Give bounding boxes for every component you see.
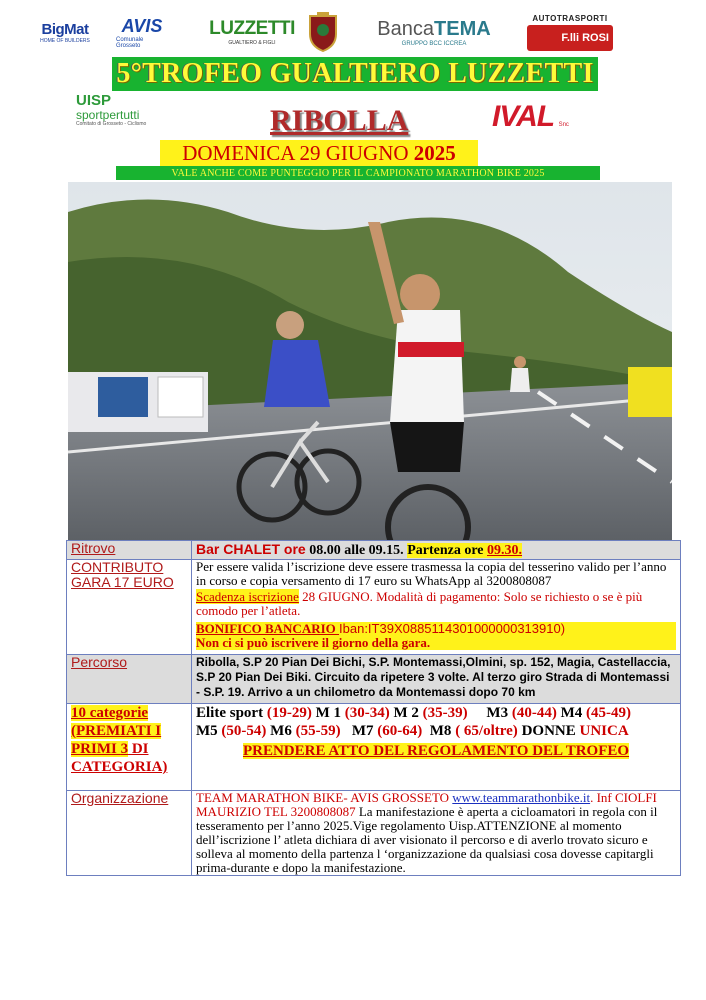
ritrovo-value [192,541,681,560]
table-row-percorso [67,655,681,704]
ival-logo-name: IVAL [492,100,555,133]
org-name: TEAM MARATHON BIKE- AVIS GROSSETO [196,790,450,805]
bancatema-logo-name-a: Banca [377,17,435,40]
title-banner [112,57,598,91]
page-title: 5°TROFEO GUALTIERO LUZZETTI [116,58,594,89]
iscrizione-note: Non ci si può iscrivere il giorno della gara. [196,636,676,650]
category-name: M 2 [389,705,423,721]
scadenza-text: 28 GIUGNO. Modalità di pagamento: Solo se richiesto o se è più comodo per l’atleta. [196,589,643,618]
uisp-logo-name: UISP [76,92,112,109]
category-range: (55-59) [295,723,341,739]
category-range: (40-44) [511,705,557,721]
category-range: (50-54) [221,723,267,739]
contributo-value [192,560,681,655]
iban-close: ) [560,621,566,636]
table-row-ritrovo [67,541,681,560]
category-name: M3 [467,705,512,721]
org-text: La manifestazione è aperta a cicloamatori in regola con il tesseramento per l’anno 2025.Vige regolamento Uisp.ATTENZIONE al momento dell’iscrizione l’ atleta dichiara di aver visionato il percorso e di averlo trovato sicuro e solleva al momento della partenza l ‘organizzazione da qualsiasi cosa dovesse capitargli prima-durante e dopo la manifestazione. [196,804,658,875]
category-range: (19-29) [266,705,312,721]
ritrovo-label [67,541,192,560]
category-name: M7 [340,723,378,739]
location-heading [270,104,420,138]
bigmat-logo [34,10,96,54]
info-table [66,540,681,876]
categorie-label-b: DI CATEGORIA) [71,741,168,775]
scadenza-line [196,590,676,618]
rosi-logo-top: AUTOTRASPORTI [532,13,608,23]
bonifico-line [196,622,676,636]
ival-logo-suffix: Snc [558,122,569,128]
category-range: (30-34) [344,705,390,721]
avis-logo-tagline: Comunale Grosseto [116,36,144,49]
regolamento-line [196,742,676,760]
ival-logo [492,100,582,134]
partenza-time: 09.30. [487,543,523,558]
organizzazione-label-text: Organizzazione [71,790,169,806]
categorie-value [192,704,681,791]
contributo-line1: Per essere valida l’iscrizione deve essere trasmessa la copia del tesserino valido per l’anno in corso e copia versamento di 17 euro su WhatsApp al 3200808087 [196,559,667,588]
uisp-logo-committee: Comitato di Grosseto - Ciclismo [76,121,147,127]
categorie-label-num: 3 [120,741,129,757]
category-name: Elite sport [196,705,267,721]
category-range: ( 65/oltre) [455,723,518,739]
scadenza-label: Scadenza iscrizione [196,589,299,604]
cyclists-photo [68,182,672,540]
rosi-logo [524,10,616,54]
percorso-text: Ribolla, S.P 20 Pian Dei Bichi, S.P. Montemassi,Olmini, sp. 152, Magia, Castellaccia, S.P 20 Pian Dei Biki. Circuito da ripetere 3 volte. Al terzo giro Strada di Montemassi - S.P. 19. Arrivo a un chilometro da Montemassi dopo 70 km [196,655,671,699]
category-name: M8 [422,723,456,739]
ritrovo-place: Bar CHALET ore [196,541,306,557]
regolamento-text: PRENDERE ATTO DEL REGOLAMENTO DEL TROFEO [242,743,630,759]
iban-value: Iban:IT39X0885114301000000313910 [339,621,561,636]
bigmat-logo-tagline: HOME OF BUILDERS [40,37,90,44]
table-row-organizzazione [67,791,681,876]
category-name: M4 [556,705,587,721]
uisp-logo-sub: sportpertutti [76,108,140,122]
category-name: M5 [196,723,222,739]
table-row-contributo [67,560,681,655]
contributo-label-text: CONTRIBUTO GARA 17 EURO [71,559,174,590]
percorso-label-text: Percorso [71,654,128,670]
event-date-text: DOMENICA 29 GIUGNO [182,140,414,165]
bancatema-logo-tagline: GRUPPO BCC ICCREA [401,40,467,47]
luzzetti-logo-name: LUZZETTI [209,18,295,39]
category-name: M6 [266,723,296,739]
categorie-label-a: 10 categorie (PREMIATI I PRIMI [71,705,162,757]
bonifico-label: BONIFICO BANCARIO [196,621,340,636]
event-date-year: 2025 [413,140,456,165]
truck-icon [527,25,613,51]
percorso-value [192,655,681,704]
bigmat-logo-name: BigMat [41,20,89,38]
table-row-categorie [67,704,681,791]
org-site-link[interactable]: www.teammarathonbike.it [452,790,591,805]
subtitle-banner [116,166,600,180]
organizzazione-label [67,791,192,876]
ritrovo-label-text: Ritrovo [71,540,116,556]
organizzazione-value [192,791,681,876]
categorie-label [67,704,192,791]
location-text: RIBOLLA [270,104,409,137]
partenza-label: Partenza ore [407,543,488,558]
bancatema-logo [372,10,496,54]
uisp-logo [76,92,158,136]
bancatema-logo-name-b: TEMA [434,17,491,40]
category-name: M 1 [311,705,345,721]
avis-logo [116,10,168,54]
subtitle-text: VALE ANCHE COME PUNTEGGIO PER IL CAMPIONATO MARATHON BIKE 2025 [171,167,545,179]
ritrovo-time: 08.00 alle 09.15. [305,543,408,558]
rosi-logo-name: F.lli ROSI [561,31,609,44]
category-name: DONNE [517,723,580,739]
contributo-label [67,560,192,655]
category-range: (45-49) [586,705,632,721]
category-range: UNICA [579,723,629,739]
org-contact: . Inf CIOLFI MAURIZIO TEL 3200808087 [196,790,657,819]
event-date [160,140,478,166]
avis-logo-name: AVIS [121,15,163,36]
percorso-label [67,655,192,704]
municipal-crest-icon [306,10,340,54]
categories-list [196,704,676,740]
luzzetti-logo [206,10,298,54]
category-range: (60-64) [377,723,423,739]
category-range: (35-39) [422,705,468,721]
luzzetti-logo-tagline: GUALTIERO & FIGLI [228,40,276,46]
